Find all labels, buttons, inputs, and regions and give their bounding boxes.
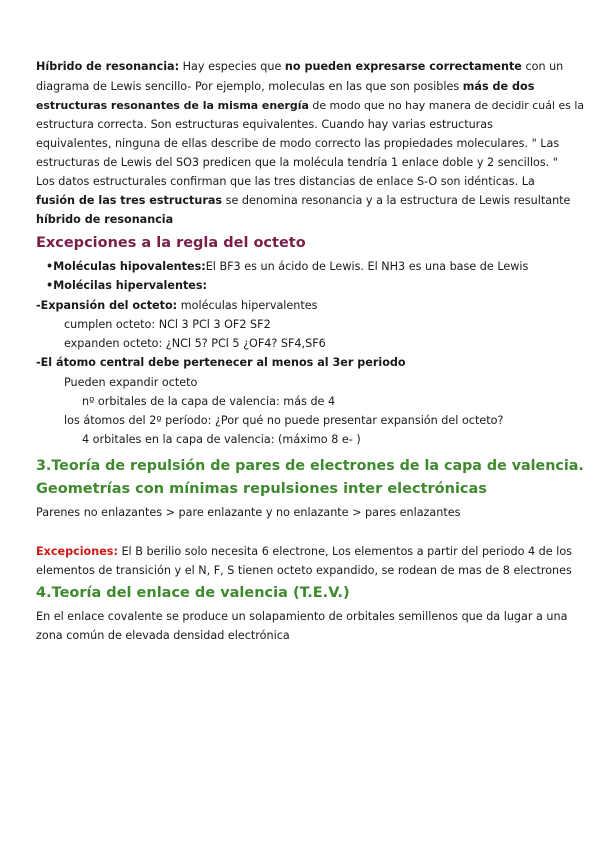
tev-line-2: zona común de elevada densidad electrónica — [36, 629, 290, 642]
text-run: El B berilio solo necesita 6 electrone, Los elementos a partir del periodo 4 de los — [117, 545, 572, 558]
central-atom-line: -El átomo central debe pertenecer al menos al 3er periodo — [36, 356, 406, 369]
resonance-line-4: estructura correcta. Son estructuras equivalentes. Cuando hay varias estructuras — [36, 118, 493, 131]
repulsion-order-line: Parenes no enlazantes > pare enlazante y no enlazante > pares enlazantes — [36, 506, 461, 519]
second-period-line: los átomos del 2º período: ¿Por qué no puede presentar expansión del octeto? — [64, 414, 504, 427]
bold-run: estructuras resonantes de la misma energía — [36, 99, 309, 112]
resonance-line-8 — [36, 194, 570, 208]
geometry-heading: Geometrías con mínimas repulsiones inter electrónicas — [36, 481, 487, 497]
tev-line-1: En el enlace covalente se produce un solapamiento de orbitales semillenos que da lugar a una — [36, 610, 568, 623]
hypervalent-item: •Molécilas hipervalentes: — [46, 279, 208, 292]
four-orbitals-line: 4 orbitales en la capa de valencia: (máximo 8 e- ) — [82, 433, 361, 446]
bold-run: más de dos — [462, 80, 535, 93]
text-run: moléculas hipervalentes — [177, 299, 318, 312]
resonance-line-9: híbrido de resonancia — [36, 213, 174, 226]
bold-run: fusión de las tres estructuras — [36, 194, 223, 207]
text-run: con un — [521, 60, 564, 73]
exceptions-line-2: elementos de transición y el N, F, S tienen octeto expandido, se rodean de mas de 8 electrones — [36, 564, 572, 577]
text-run: se denomina resonancia y a la estructura de Lewis resultante — [222, 194, 571, 207]
resonance-line-1 — [36, 60, 563, 74]
octet-exceptions-heading: Excepciones a la regla del octeto — [36, 235, 306, 251]
exceptions-line-1 — [36, 545, 572, 559]
resonance-line-3 — [36, 99, 584, 113]
octet-expansion-line — [36, 299, 317, 313]
text-run: de modo que no hay manera de decidir cuál es la — [308, 99, 585, 112]
exceptions-label: Excepciones: — [36, 545, 118, 558]
tev-heading: 4.Teoría del enlace de valencia (T.E.V.) — [36, 585, 350, 601]
complies-octet-line: cumplen octeto: NCl 3 PCl 3 OF2 SF2 — [64, 318, 271, 331]
orbitals-more-than-4-line: nº orbitales de la capa de valencia: más de 4 — [82, 395, 336, 408]
text-run: diagrama de Lewis sencillo- Por ejemplo, moleculas en las que son posibles — [36, 80, 463, 93]
text-run: El BF3 es un ácido de Lewis. El NH3 es una base de Lewis — [205, 260, 529, 273]
resonance-line-6: estructuras de Lewis del SO3 predicen que la molécula tendría 1 enlace doble y 2 sencillos. " — [36, 156, 558, 169]
text-run: Hay especies que — [179, 60, 285, 73]
trepcv-heading: 3.Teoría de repulsión de pares de electrones de la capa de valencia. — [36, 458, 584, 474]
resonance-term: Híbrido de resonancia: — [36, 60, 180, 73]
expands-octet-line: expanden octeto: ¿NCl 5? PCl 5 ¿OF4? SF4,SF6 — [64, 337, 326, 350]
bold-run: •Moléculas hipovalentes: — [46, 260, 206, 273]
hypovalent-item — [46, 260, 528, 274]
resonance-line-7: Los datos estructurales confirman que las tres distancias de enlace S-O son idénticas. La — [36, 175, 535, 188]
resonance-line-2 — [36, 80, 534, 94]
bold-run: no pueden expresarse correctamente — [284, 60, 522, 73]
resonance-line-5: equivalentes, ninguna de ellas describe de modo correcto las propiedades moleculares. " Las — [36, 137, 560, 150]
bold-run: -Expansión del octeto: — [36, 299, 178, 312]
can-expand-line: Pueden expandir octeto — [64, 376, 198, 389]
